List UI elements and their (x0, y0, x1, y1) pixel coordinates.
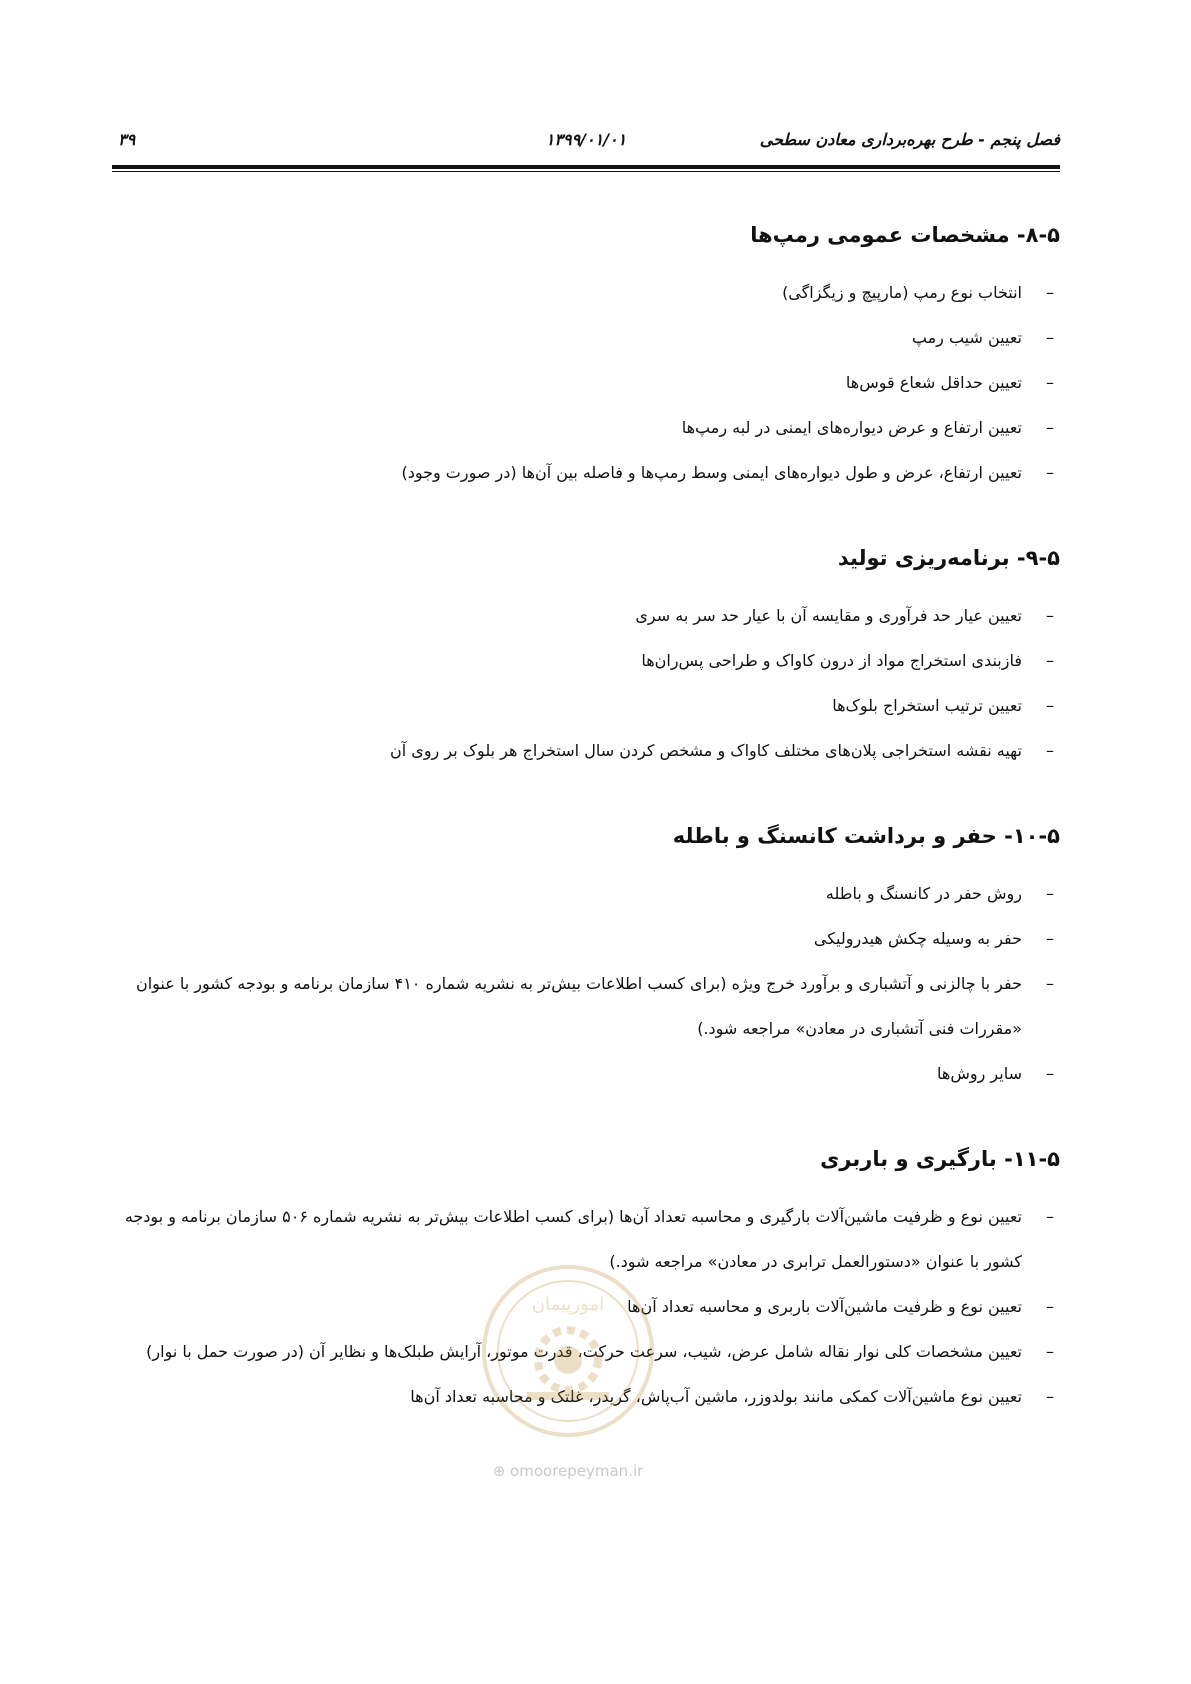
list-item (112, 1374, 1060, 1419)
dash-bullet: – (1046, 696, 1054, 715)
list-item (112, 916, 1060, 961)
dash-bullet: – (1046, 283, 1054, 302)
list-item (112, 270, 1060, 315)
list-item (112, 1194, 1060, 1284)
bullet-list (112, 1194, 1060, 1419)
section-heading: ۹-۵- برنامه‌ریزی تولید (837, 546, 1060, 570)
page-header (112, 124, 1060, 154)
page-body (112, 206, 1060, 1419)
list-item (112, 961, 1060, 1051)
chapter-title: فصل پنجم - طرح بهره‌برداری معادن سطحی (759, 130, 1060, 149)
section-heading: ۱۰-۵- حفر و برداشت کانسنگ و باطله (672, 824, 1060, 848)
dash-bullet: – (1046, 418, 1054, 437)
list-item-text: تعیین مشخصات کلی نوار نقاله شامل عرض، شیب، سرعت حرکت، قدرت موتور، آرایش طبلک‌ها و نظایر آن (در صورت حمل با نوار) (146, 1342, 1022, 1361)
section-production-planning (112, 529, 1060, 773)
list-item-text: تعیین نوع و ظرفیت ماشین‌آلات باربری و محاسبه تعداد آن‌ها (627, 1297, 1022, 1316)
list-item-text: تهیه نقشه استخراجی پلان‌های مختلف کاواک و مشخص کردن سال استخراج هر بلوک بر روی آن (390, 741, 1022, 760)
bullet-list (112, 270, 1060, 495)
list-item (112, 728, 1060, 773)
list-item (112, 1051, 1060, 1096)
globe-icon: ⊕ (492, 1462, 506, 1480)
dash-bullet: – (1046, 1387, 1054, 1406)
header-rule-thick (112, 165, 1060, 169)
list-item-text: فازبندی استخراج مواد از درون کاواک و طراحی پس‌ران‌ها (641, 651, 1022, 670)
section-excavation (112, 807, 1060, 1096)
list-item-text: حفر به وسیله چکش هیدرولیکی (813, 929, 1022, 948)
section-ramp-specs (112, 206, 1060, 495)
list-item-text: تعیین ارتفاع و عرض دیواره‌های ایمنی در لبه رمپ‌ها (681, 418, 1022, 437)
watermark-url (468, 1462, 668, 1480)
list-item (112, 1284, 1060, 1329)
dash-bullet: – (1046, 463, 1054, 482)
list-item (112, 315, 1060, 360)
dash-bullet: – (1046, 606, 1054, 625)
bullet-list (112, 593, 1060, 773)
list-item (112, 405, 1060, 450)
list-item-text: تعیین نوع و ظرفیت ماشین‌آلات بارگیری و محاسبه تعداد آن‌ها (برای کسب اطلاعات بیش‌تر به نشریه شماره ۵۰۶ سازمان برنامه و بودجه کشور با عنوان «دستورالعمل ترابری در معادن» مراجعه شود.) (124, 1207, 1022, 1271)
dash-bullet: – (1046, 328, 1054, 347)
section-heading: ۸-۵- مشخصات عمومی رمپ‌ها (750, 223, 1060, 247)
bullet-list (112, 871, 1060, 1096)
header-rule-thin (112, 171, 1060, 172)
list-item-text: انتخاب نوع رمپ (مارپیچ و زیگزاگی) (782, 283, 1022, 302)
section-loading-haulage (112, 1130, 1060, 1419)
list-item-text: تعیین ارتفاع، عرض و طول دیواره‌های ایمنی وسط رمپ‌ها و فاصله بین آن‌ها (در صورت وجود) (401, 463, 1022, 482)
dash-bullet: – (1046, 1207, 1054, 1226)
dash-bullet: – (1046, 1297, 1054, 1316)
dash-bullet: – (1046, 974, 1054, 993)
list-item (112, 638, 1060, 683)
list-item (112, 450, 1060, 495)
list-item-text: تعیین نوع ماشین‌آلات کمکی مانند بولدوزر، ماشین آب‌پاش، گریدر، غلتک و محاسبه تعداد آن‌ها (410, 1387, 1022, 1406)
page-number: ۳۹ (118, 130, 136, 149)
list-item-text: تعیین حداقل شعاع قوس‌ها (845, 373, 1022, 392)
header-date: ۱۳۹۹/۰۱/۰۱ (545, 130, 627, 149)
list-item (112, 1329, 1060, 1374)
dash-bullet: – (1046, 373, 1054, 392)
dash-bullet: – (1046, 884, 1054, 903)
list-item-text: سایر روش‌ها (937, 1064, 1022, 1083)
watermark-logo-text: امورپیمان (531, 1294, 605, 1315)
list-item-text: تعیین عیار حد فرآوری و مقایسه آن با عیار حد سر به سری (635, 606, 1022, 625)
dash-bullet: – (1046, 1342, 1054, 1361)
list-item-text: تعیین ترتیب استخراج بلوک‌ها (832, 696, 1022, 715)
section-heading: ۱۱-۵- بارگیری و باربری (820, 1147, 1060, 1171)
dash-bullet: – (1046, 651, 1054, 670)
watermark-url-text: omoorepeyman.ir (510, 1462, 644, 1480)
list-item-text: روش حفر در کانسنگ و باطله (825, 884, 1022, 903)
dash-bullet: – (1046, 741, 1054, 760)
dash-bullet: – (1046, 1064, 1054, 1083)
list-item (112, 360, 1060, 405)
list-item (112, 593, 1060, 638)
list-item-text: تعیین شیب رمپ (911, 328, 1022, 347)
list-item (112, 871, 1060, 916)
list-item (112, 683, 1060, 728)
dash-bullet: – (1046, 929, 1054, 948)
list-item-text: حفر با چالزنی و آتشباری و برآورد خرج ویژه (برای کسب اطلاعات بیش‌تر به نشریه شماره ۴۱۰ سازمان برنامه و بودجه کشور با عنوان «مقررات فنی آتشباری در معادن» مراجعه شود.) (135, 974, 1022, 1038)
